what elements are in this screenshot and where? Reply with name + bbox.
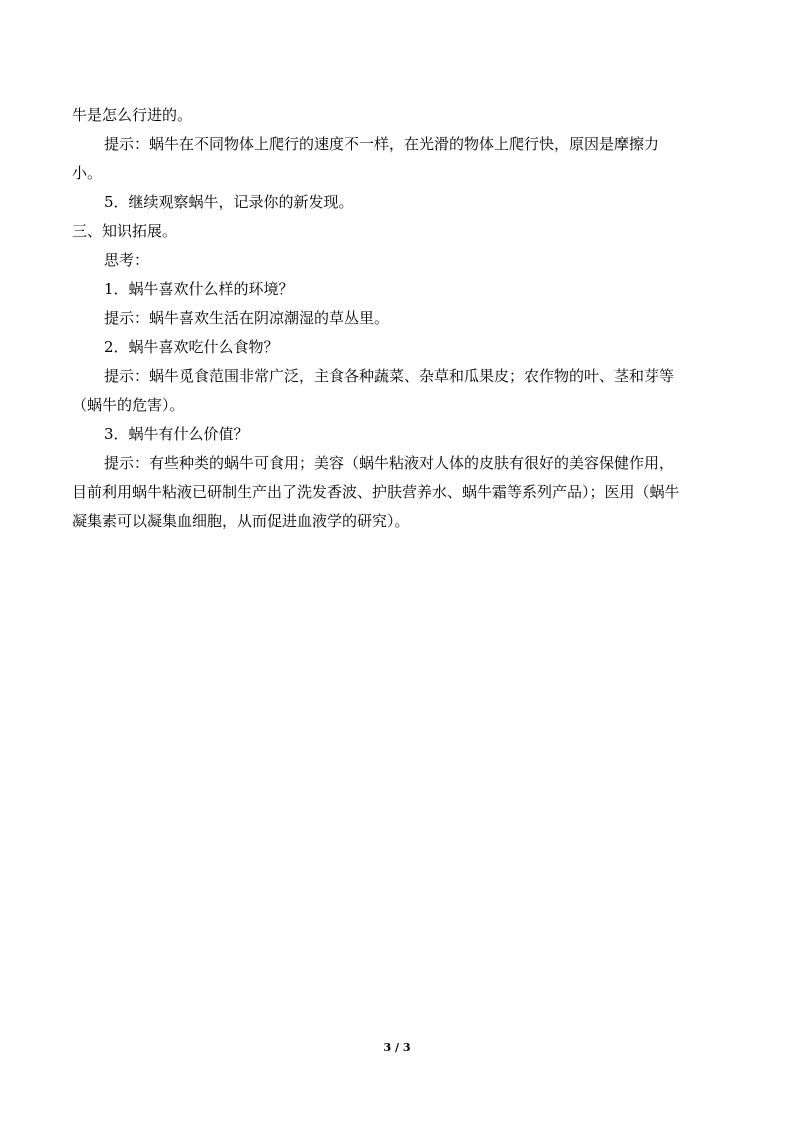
question-3: 3．蜗牛有什么价值？ — [104, 425, 249, 443]
hint-3-continued-1: 目前利用蜗牛粘液已研制生产出了洗发香波、护肤营养水、蜗牛霜等系列产品）；医用（蜗牛 — [72, 483, 680, 501]
text-line-2: 提示：蜗牛在不同物体上爬行的速度不一样，在光滑的物体上爬行快，原因是摩擦力 — [104, 135, 660, 153]
hint-2-continued: （蜗牛的危害）。 — [72, 396, 185, 414]
question-2: 2．蜗牛喜欢吃什么食物？ — [104, 338, 279, 356]
text-line-3: 小。 — [72, 164, 103, 182]
text-line-4: 5．继续观察蜗牛，记录你的新发现。 — [104, 193, 354, 211]
page-number: 3 / 3 — [383, 1041, 411, 1054]
section-heading: 三、知识拓展。 — [72, 222, 178, 240]
hint-3-continued-2: 凝集素可以凝集血细胞，从而促进血液学的研究）。 — [72, 512, 410, 530]
text-line-1: 牛是怎么行进的。 — [72, 106, 193, 124]
hint-1: 提示：蜗牛喜欢生活在阴凉潮湿的草丛里。 — [104, 309, 390, 327]
document-body — [72, 101, 724, 536]
hint-2: 提示：蜗牛觅食范围非常广泛，主食各种蔬菜、杂草和瓜果皮；农作物的叶、茎和芽等 — [104, 367, 675, 385]
question-1: 1．蜗牛喜欢什么样的环境？ — [104, 280, 294, 298]
hint-3: 提示：有些种类的蜗牛可食用；美容（蜗牛粘液对人体的皮肤有很好的美容保健作用， — [104, 454, 675, 472]
text-line-6: 思考： — [104, 251, 150, 269]
